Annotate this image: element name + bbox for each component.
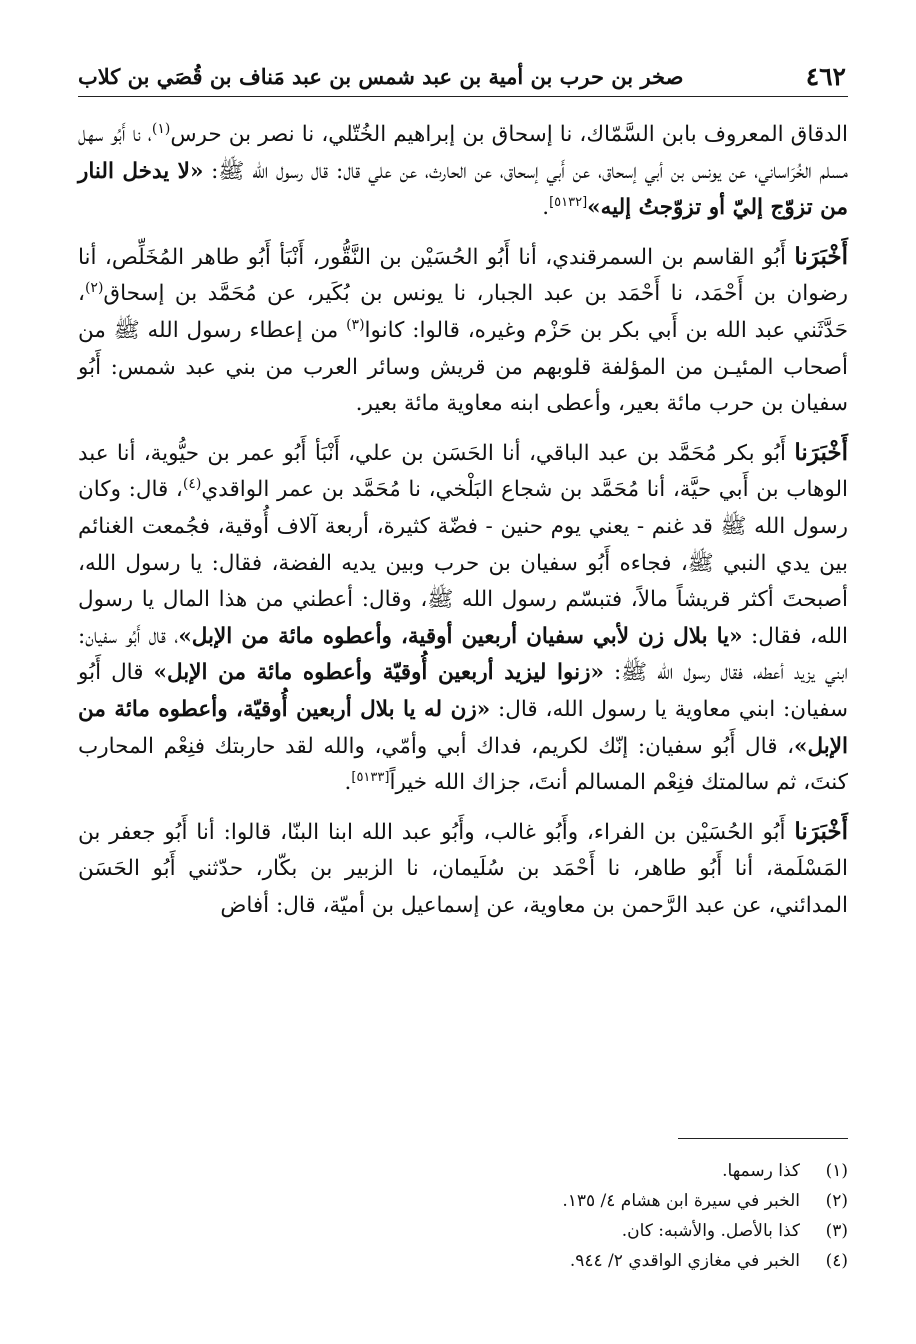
footnote-divider bbox=[678, 1138, 848, 1139]
hadith-quote: «زن له يا بلال أربعين أُوقيّة، وأعطوه مائة من الإبل» bbox=[78, 696, 848, 759]
footnotes bbox=[78, 1156, 848, 1276]
footnote-text: كذا رسمها. bbox=[722, 1161, 800, 1181]
paragraph-text: من إعطاء رسول الله ﷺ من أصحاب المئيـن من المؤلفة قلوبهم من قريش وسائر العرب من بني عبد شمس: أَبُو سفيان بن حرب مائة بعير، وأعطى ابنه معاوية مائة بعير. bbox=[78, 317, 848, 417]
paragraph-text: ، نا أَبُو سهل مسلم الخُرَاساني، عن يونس بن أبي إسحاق، عن أَبي إسحاق، عن الحارث، عن علي قال: قال رسول الله ﷺ: bbox=[78, 122, 849, 184]
footnote-number: (٤) bbox=[825, 1251, 848, 1271]
hadith-ref-number: [٥١٣٣] bbox=[351, 769, 390, 785]
paragraph-lead: أَخْبَرَنا bbox=[794, 817, 848, 845]
book-page bbox=[78, 58, 848, 1308]
hadith-quote: «لا يدخل النار من تزوّج إليّ أو تزوّجتُ إليه» bbox=[78, 158, 848, 221]
paragraph-4 bbox=[78, 814, 848, 925]
paragraph-lead: أَخْبَرَنا bbox=[794, 438, 848, 466]
paragraph-text: ، قال: وكان رسول الله ﷺ قد غنم - يعني يوم حنين - فضّة كثيرة، أربعة آلاف أُوقية، فجُمعت الغنائم بين يدي النبي ﷺ، فجاءه أَبُو سفيان بن حرب وبين يديه الفضة، فقال: يا رسول الله، أصبحتَ أكثر قريشاً مالاً، فتبسّم رسول الله ﷺ، وقال: أعطني من هذا المال يا رسول الله، فقال: bbox=[78, 477, 848, 649]
footnote-item bbox=[78, 1186, 848, 1216]
footnote-marker: (٢) bbox=[84, 280, 104, 297]
paragraph-3 bbox=[78, 435, 848, 802]
page-body bbox=[78, 117, 848, 924]
footnote-text: كذا بالأصل. والأشبه: كان. bbox=[621, 1221, 800, 1241]
hadith-ref-number: [٥١٣٢] bbox=[549, 195, 588, 211]
footnote-item bbox=[78, 1246, 848, 1276]
footnote-number: (٣) bbox=[825, 1221, 848, 1241]
page-header bbox=[78, 58, 848, 97]
paragraph-1 bbox=[78, 117, 848, 227]
paragraph-text: الدقاق المعروف بابن السَّمّاك، نا إسحاق بن إبراهيم الخُتّلي، نا نصر بن حرس bbox=[170, 122, 848, 147]
page-number: ٤٦٢ bbox=[805, 62, 846, 91]
footnote-item bbox=[78, 1156, 848, 1186]
paragraph-text: قال أَبُو سفيان: ابني معاوية يا رسول الله، قال: bbox=[78, 660, 849, 722]
paragraph-text: ، قال أَبُو سفيان: إنّك لكريم، فداك أبي وأمّي، والله لقد حاربتك فنِعْم المحارب كنتَ، ثم سالمتك فنِعْم المسالم أنتَ، جزاك الله خيراً bbox=[78, 733, 848, 796]
paragraph-end: . bbox=[344, 770, 352, 796]
paragraph-text: أَبُو بكر مُحَمَّد بن عبد الباقي، أنا الحَسَن بن علي، أَنْبَأ أَبُو عمر بن حيُّوية، أنا عبد الوهاب بن أَبي حيَّة، أنا مُحَمَّد بن شجاع البَلْخي، نا مُحَمَّد بن عمر الواقدي bbox=[78, 440, 848, 503]
footnote-marker: (٣) bbox=[346, 316, 365, 333]
paragraph-text: ، حَدَّثَني عبد الله بن أَبي بكر بن حَزْم وغيره، قالوا: كانوا bbox=[78, 281, 849, 343]
paragraph-text: أَبُو القاسم بن السمرقندي، أنا أَبُو الحُسَيْن بن النَّقُّور، أَنْبَأ أَبُو طاهر المُخَلِّص، أنا رضوان بن أَحْمَد، نا أَحْمَد بن عبد الجبار، نا يونس بن بُكَير، عن مُحَمَّد بن إسحاق bbox=[78, 244, 848, 307]
footnote-item bbox=[78, 1216, 848, 1246]
footnote-text: الخبر في سيرة ابن هشام ٤/ ١٣٥. bbox=[562, 1191, 800, 1211]
footnote-marker: (١) bbox=[151, 120, 171, 137]
footnote-marker: (٤) bbox=[182, 476, 202, 493]
paragraph-2 bbox=[78, 239, 848, 423]
running-head: صخر بن حرب بن أمية بن عبد شمس بن عبد مَناف بن قُصَي بن كلاب bbox=[78, 64, 684, 89]
paragraph-lead: أَخْبَرَنا bbox=[794, 242, 848, 270]
hadith-quote: «زنوا ليزيد أربعين أُوقيّة وأعطوه مائة من الإبل» bbox=[153, 660, 604, 686]
hadith-quote: «يا بلال زن لأبي سفيان أربعين أوقية، وأعطوه مائة من الإبل» bbox=[178, 623, 743, 649]
footnote-text: الخبر في مغازي الواقدي ٢/ ٩٤٤. bbox=[569, 1251, 800, 1271]
footnote-number: (٢) bbox=[825, 1191, 848, 1211]
paragraph-text: ، قال أَبُو سفيان: ابني يزيد أعطه، فقال رسول الله ﷺ: bbox=[78, 623, 848, 686]
paragraph-text: أَبُو الحُسَيْن بن الفراء، وأَبُو غالب، وأَبُو عبد الله ابنا البنّا، قالوا: أنا أَبُو جعفر بن المَسْلَمة، أنا أَبُو طاهر، نا أَحْمَد بن سُلَيمان، نا الزبير بن بكّار، حدّثني أَبُو الحَسَن المدائني، عن عبد الرَّحمن بن معاوية، عن إسماعيل بن أميّة، قال: أفاض bbox=[78, 819, 848, 918]
footnote-number: (١) bbox=[825, 1161, 848, 1181]
paragraph-end: . bbox=[542, 195, 550, 221]
